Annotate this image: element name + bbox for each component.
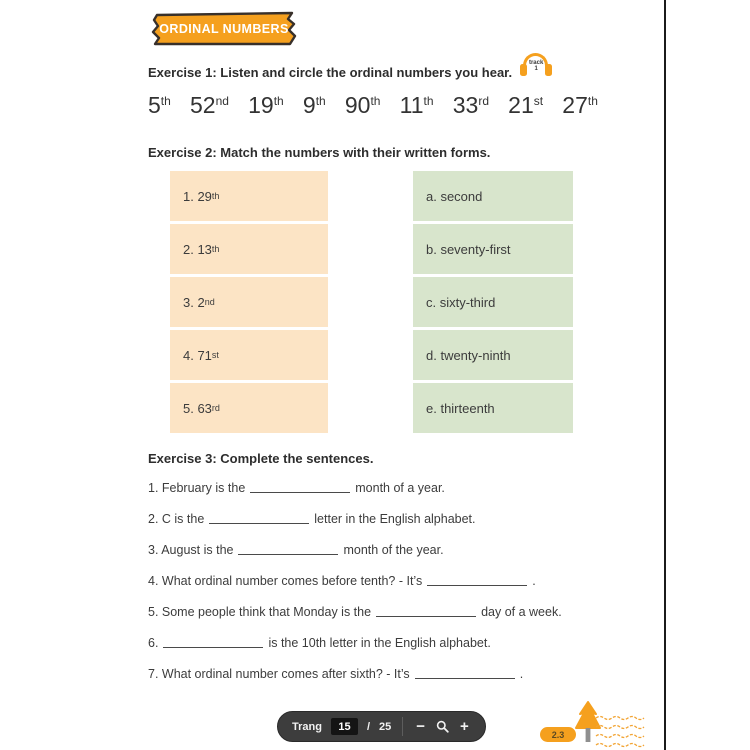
track-number: 1	[534, 66, 538, 73]
match-number-cell	[170, 224, 328, 274]
ordinal-number	[562, 92, 598, 122]
ordinal-number	[148, 92, 171, 122]
page-label: Trang	[292, 720, 322, 733]
number-value: 27	[562, 92, 588, 118]
match-word-cell: c. sixty-third	[413, 277, 573, 327]
match-number-text: 3. 2	[183, 294, 205, 310]
answer-blank	[376, 604, 476, 617]
ordinal-number	[303, 92, 326, 122]
sentence-line	[148, 628, 600, 659]
title-banner	[148, 11, 300, 47]
sentence-text-after: .	[532, 574, 536, 588]
sentences-list	[148, 473, 600, 690]
number-value: 33	[452, 92, 479, 118]
total-pages: 25	[379, 720, 392, 733]
sentence-text-after: month of a year.	[355, 481, 445, 495]
sentence-text-before: 4. What ordinal number comes before tenth? - It’s	[148, 574, 423, 588]
answer-blank	[209, 511, 309, 524]
match-number-suffix: rd	[211, 403, 220, 413]
ordinal-number	[345, 92, 381, 122]
sentence-text-before: 3. August is the	[148, 543, 234, 557]
match-number-text: 5. 63	[183, 400, 212, 416]
answer-blank	[415, 666, 515, 679]
match-number-cell	[170, 330, 328, 380]
match-word-cell: e. thirteenth	[413, 383, 573, 433]
match-number-suffix: nd	[204, 297, 215, 307]
match-number-cell	[170, 171, 328, 221]
track-word: track	[528, 60, 544, 66]
logo-badge: 2.3	[540, 727, 576, 742]
sentence-line	[148, 504, 600, 535]
sentence-line	[148, 566, 600, 597]
match-word-cell: a. second	[413, 171, 573, 221]
ordinal-numbers-row	[148, 92, 598, 122]
banner-title: ORDINAL NUMBERS	[159, 22, 289, 36]
match-numbers-column	[170, 171, 328, 436]
sentence-text-before: 7. What ordinal number comes after sixth? - It’s	[148, 667, 410, 681]
exercise1-heading: Exercise 1: Listen and circle the ordinal numbers you hear.	[148, 65, 513, 80]
tree-and-waves-icon	[570, 700, 650, 750]
match-number-text: 4. 71	[183, 347, 212, 363]
sentence-line	[148, 597, 600, 628]
number-suffix: th	[315, 94, 326, 109]
match-number-suffix: th	[211, 191, 220, 201]
page-edge-line	[664, 0, 666, 750]
answer-blank	[238, 542, 338, 555]
number-suffix: th	[160, 94, 171, 109]
number-value: 19	[248, 92, 274, 118]
worksheet-content	[148, 0, 600, 690]
answer-blank	[250, 480, 350, 493]
ordinal-number	[248, 92, 284, 122]
ordinal-number	[453, 92, 489, 122]
sentence-text-before: 1. February is the	[148, 481, 246, 495]
sentence-line	[148, 535, 600, 566]
ordinal-number	[508, 92, 543, 122]
exercise3-heading: Exercise 3: Complete the sentences.	[148, 451, 374, 466]
zoom-out-button[interactable]: −	[416, 718, 426, 735]
sentence-text-before: 5. Some people think that Monday is the	[148, 605, 372, 619]
brand-logo	[538, 700, 650, 750]
match-table	[148, 171, 600, 436]
zoom-in-button[interactable]: +	[460, 718, 469, 735]
number-value: 52	[189, 92, 216, 118]
page-separator: /	[366, 720, 371, 733]
match-word-cell: d. twenty-ninth	[413, 330, 573, 380]
page-toolbar	[277, 711, 486, 742]
answer-blank	[427, 573, 527, 586]
number-suffix: th	[587, 94, 598, 109]
match-word-cell: b. seventy-first	[413, 224, 573, 274]
match-number-suffix: st	[211, 350, 219, 360]
match-number-text: 2. 13	[183, 241, 212, 257]
answer-blank	[163, 635, 263, 648]
exercise2-heading: Exercise 2: Match the numbers with their written forms.	[148, 145, 491, 160]
sentence-text-after: is the 10th letter in the English alphabet.	[268, 636, 491, 650]
sentence-text-after: month of the year.	[343, 543, 444, 557]
sentence-text-after: day of a week.	[481, 605, 562, 619]
number-suffix: rd	[478, 94, 489, 109]
sentence-text-after: letter in the English alphabet.	[314, 512, 476, 526]
number-suffix: th	[273, 94, 284, 109]
number-suffix: th	[423, 94, 434, 109]
headphones-icon	[518, 52, 554, 86]
match-number-suffix: th	[211, 244, 220, 254]
ordinal-number	[400, 92, 434, 122]
match-words-column	[413, 171, 573, 436]
sentence-text-before: 6.	[148, 636, 159, 650]
number-value: 5	[148, 92, 161, 118]
number-suffix: th	[370, 94, 381, 109]
match-number-cell	[170, 277, 328, 327]
number-value: 9	[302, 92, 316, 118]
number-value: 90	[344, 92, 371, 118]
number-value: 11	[399, 92, 424, 118]
match-number-text: 1. 29	[183, 188, 212, 204]
ordinal-number	[190, 92, 229, 122]
exercise1-header-row	[148, 60, 600, 80]
number-value: 21	[508, 92, 534, 118]
number-suffix: nd	[215, 94, 229, 109]
sentence-text-before: 2. C is the	[148, 512, 205, 526]
page-number-input[interactable]	[331, 718, 358, 735]
toolbar-divider	[402, 717, 403, 736]
match-number-cell	[170, 383, 328, 433]
number-suffix: st	[533, 94, 544, 109]
track-label	[518, 60, 554, 73]
sentence-line	[148, 659, 600, 690]
sentence-text-after: .	[519, 667, 524, 681]
sentence-line	[148, 473, 600, 504]
magnifier-icon[interactable]	[436, 720, 449, 733]
